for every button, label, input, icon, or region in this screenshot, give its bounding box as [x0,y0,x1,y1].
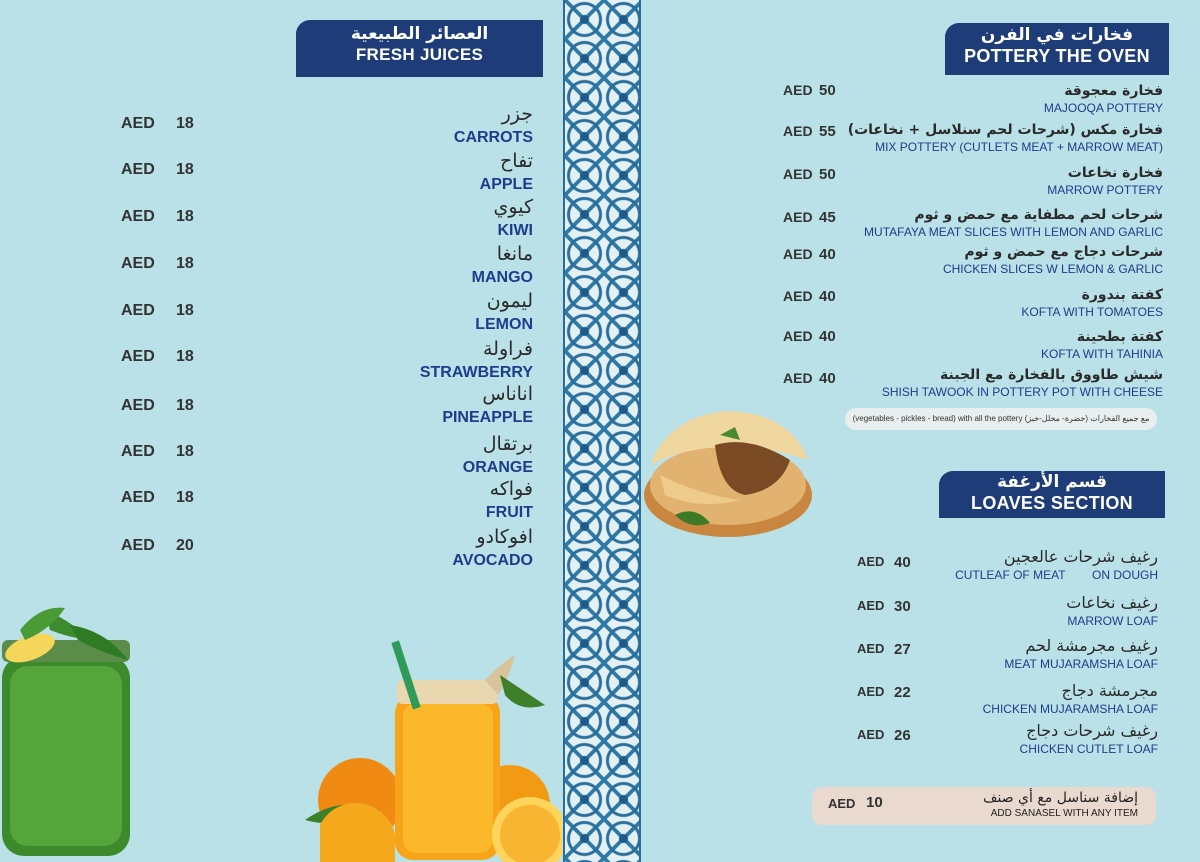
juice-item-english: CARROTS [453,129,533,146]
pottery-item-english: MUTAFAYA MEAT SLICES WITH LEMON AND GARLIC [864,225,1163,239]
juices-section-header [296,20,543,77]
currency-label: AED [783,166,813,182]
juice-item-english: PINEAPPLE [442,409,533,426]
pottery-item-name [943,243,1163,277]
juice-item-english: MANGO [471,269,533,286]
juice-item-arabic: فراولة [483,338,533,360]
currency-label: AED [783,370,813,386]
pottery-item-english: MARROW POTTERY [1047,183,1163,197]
pottery-item-english: CHICKEN SLICES W LEMON & GARLIC [942,262,1163,276]
juice-item-name [442,383,533,428]
price-value: 18 [176,161,194,178]
juice-item-english: KIWI [497,222,533,239]
juice-item-arabic: افوكادو [476,526,533,548]
price-value: 18 [176,443,194,460]
currency-label: AED [828,796,856,811]
price-value: 10 [866,794,883,811]
pottery-item-arabic: شيش طاووق بالفخارة مع الجبنة [940,367,1163,383]
currency-label: AED [121,348,155,365]
pottery-item-english: KOFTA WITH TOMATOES [1021,305,1163,319]
price-value: 18 [176,115,194,132]
price-value: 45 [819,209,836,226]
juice-item-name [480,150,533,195]
price-value: 55 [819,123,836,140]
juice-item-arabic: مانغا [496,243,533,265]
sanasel-addon-box [812,787,1156,825]
juice-item-name [463,433,533,478]
price-value: 27 [894,641,911,658]
juice-item-name [494,196,533,241]
loaf-item-arabic: رغيف مجرمشة لحم [1025,636,1158,655]
currency-label: AED [857,684,885,699]
price-value: 40 [819,328,836,345]
decorative-pattern-divider [563,0,641,862]
pottery-header-arabic: فخارات في الفرن [980,25,1134,45]
juice-item-english: ORANGE [462,459,533,476]
pottery-item-arabic: فخارة معجوقة [1064,83,1163,99]
green-juice-jar-image [0,600,140,862]
addon-arabic: إضافة سناسل مع أي صنف [983,790,1138,806]
price-value: 50 [819,166,836,183]
pottery-item-english: MAJOOQA POTTERY [1043,101,1163,115]
pottery-item-english: MIX POTTERY (CUTLETS MEAT + MARROW MEAT) [875,140,1163,154]
price-value: 40 [819,246,836,263]
juice-item-arabic: كيوي [493,196,533,218]
price-value: 18 [176,302,194,319]
pottery-dish-image [640,405,815,540]
pottery-item-name [1041,328,1163,362]
pottery-item-name [848,121,1163,155]
currency-label: AED [121,255,155,272]
juices-header-arabic: العصائر الطبيعية [350,24,489,44]
currency-label: AED [857,727,885,742]
juice-item-name [472,243,533,288]
juice-item-english: LEMON [475,316,533,333]
loaf-item-arabic: رغيف نخاعات [1066,593,1158,612]
juice-item-name [475,290,533,335]
juice-item-arabic: برتقال [482,433,533,455]
price-value: 20 [176,537,194,554]
currency-label: AED [783,123,813,139]
currency-label: AED [121,302,155,319]
currency-label: AED [783,82,813,98]
pottery-item-english: KOFTA WITH TAHINIA [1040,347,1163,361]
currency-label: AED [121,208,155,225]
currency-label: AED [121,161,155,178]
pottery-item-arabic: كفتة بطحينة [1076,329,1163,345]
currency-label: AED [121,115,155,132]
juice-item-arabic: جزر [501,103,533,125]
loaf-item-name [1004,636,1158,672]
loaf-item-english: MEAT MUJARAMSHA LOAF [1004,657,1158,671]
price-value: 18 [176,489,194,506]
loaf-item-name [955,547,1158,583]
price-value: 26 [894,727,911,744]
loaves-section-header [939,471,1165,518]
juice-item-english: APPLE [479,176,533,193]
pottery-header-english: POTTERY THE OVEN [964,45,1150,66]
juices-header-english: FRESH JUICES [355,44,484,64]
juice-item-arabic: فواكه [489,478,533,500]
price-value: 40 [819,288,836,305]
juice-item-name [486,478,533,523]
pottery-item-name [1044,82,1163,116]
juice-item-english: AVOCADO [452,552,533,569]
price-value: 40 [819,370,836,387]
loaf-item-english: CHICKEN MUJARAMSHA LOAF [982,702,1158,716]
currency-label: AED [121,537,155,554]
price-value: 22 [894,684,911,701]
currency-label: AED [121,397,155,414]
price-value: 18 [176,208,194,225]
pottery-section-header [945,23,1169,75]
pottery-item-arabic: شرحات دجاج مع حمض و ثوم [964,244,1163,260]
pottery-item-arabic: شرحات لحم مطفاية مع حمض و ثوم [914,207,1163,223]
currency-label: AED [857,554,885,569]
pottery-item-arabic: كفتة بندورة [1081,287,1163,303]
juice-item-arabic: اناناس [482,383,533,405]
loaf-item-arabic: مجرمشة دجاج [1061,681,1158,700]
juice-item-english: STRAWBERRY [419,364,533,381]
price-value: 18 [176,348,194,365]
price-value: 40 [894,554,911,571]
price-value: 18 [176,397,194,414]
pottery-item-arabic: فخارة نخاعات [1067,165,1163,181]
pottery-item-name [1021,286,1163,320]
pottery-item-arabic: فخارة مكس (شرحات لحم سنلاسل + نخاعات) [847,122,1163,138]
juice-item-english: FRUIT [485,504,533,521]
loaf-item-english: CHICKEN CUTLET LOAF [1019,742,1158,756]
loaf-item-english: MARROW LOAF [1067,614,1158,628]
pottery-item-name [864,206,1163,240]
loaf-item-name [983,681,1158,717]
currency-label: AED [857,641,885,656]
price-value: 30 [894,598,911,615]
juice-item-name [420,338,533,383]
loaf-item-arabic: رغيف شرحات دجاج [1026,721,1158,740]
currency-label: AED [121,489,155,506]
juice-item-arabic: تفاح [500,150,533,172]
currency-label: AED [121,443,155,460]
pottery-item-english: SHISH TAWOOK IN POTTERY POT WITH CHEESE [881,385,1163,399]
juice-item-arabic: ليمون [486,290,533,312]
pottery-sides-note: (vegetables - pickles - bread) with all the pottery (خضرة- مخلل-خبز) مع جميع الفخارات [845,408,1157,430]
juice-item-name [452,526,533,571]
orange-juice-jar-image [300,635,562,862]
loaves-header-arabic: قسم الأرغفة [996,472,1108,492]
price-value: 50 [819,82,836,99]
pottery-item-name [1047,164,1163,198]
loaf-item-arabic: رغيف شرحات عالعجين [1003,547,1158,566]
loaves-header-english: LOAVES SECTION [971,492,1133,513]
loaf-item-name [1020,721,1158,757]
pottery-item-name [882,366,1163,400]
loaf-item-name [1066,593,1158,629]
currency-label: AED [783,209,813,225]
addon-english: ADD SANASEL WITH ANY ITEM [990,808,1138,819]
juice-item-name [454,103,533,148]
currency-label: AED [783,288,813,304]
currency-label: AED [857,598,885,613]
currency-label: AED [783,246,813,262]
price-value: 18 [176,255,194,272]
loaf-item-english: CUTLEAF OF MEAT ON DOUGH [955,568,1158,582]
currency-label: AED [783,328,813,344]
